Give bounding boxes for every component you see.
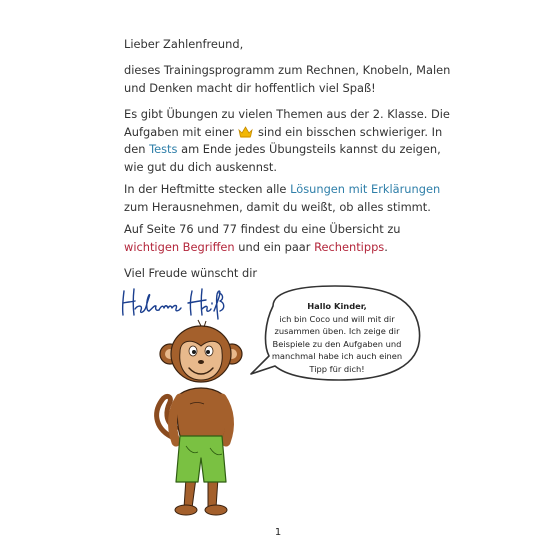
speech-bubble-text xyxy=(268,300,406,376)
closing: Viel Freude wünscht dir xyxy=(124,266,258,280)
p3-text-b: zum Herausnehmen, damit du weißt, ob alles stimmt. xyxy=(124,199,431,214)
page-number: 1 xyxy=(274,527,282,538)
greeting: Lieber Zahlenfreund, xyxy=(124,37,244,51)
speech-bubble-body: ich bin Coco und will mit dir zusammen üben. Ich zeige dir Beispiele zu den Aufgaben und manchmal habe ich auch einen Tipp für dich! xyxy=(271,313,403,374)
p2-text-a: Es gibt Übungen zu vielen Themen aus der 2. Klasse. Die Aufgaben mit einer xyxy=(124,107,450,139)
paragraph-intro: dieses Trainingsprogramm zum Rechnen, Knobeln, Malen und Denken macht dir hoffentlich viel Spaß! xyxy=(124,63,451,95)
p2-text-c: am Ende jedes Übungsteils kannst du zeigen, wie gut du dich auskennst. xyxy=(124,142,441,174)
paragraph-solutions xyxy=(124,181,454,216)
signature xyxy=(118,285,230,321)
p4-text-b: und ein paar xyxy=(238,239,311,254)
p2-text-b: sind ein bisschen schwieriger. In den xyxy=(124,124,443,156)
tests-highlight: Tests xyxy=(149,142,178,156)
speech-bubble-title: Hallo Kinder, xyxy=(307,301,367,311)
paragraph-exercises xyxy=(124,106,454,176)
terms-highlight: wichtigen Begriffen xyxy=(124,239,235,254)
paragraph-overview xyxy=(124,221,454,256)
p4-text-a: Auf Seite 76 und 77 findest du eine Übersicht zu xyxy=(124,222,401,236)
monkey-illustration xyxy=(146,318,256,518)
tips-highlight: Rechentipps xyxy=(314,239,385,254)
solutions-highlight: Lösungen mit Erklärungen xyxy=(290,182,441,196)
p4-text-c: . xyxy=(384,239,388,254)
crown-icon xyxy=(238,126,253,138)
p3-text-a: In der Heftmitte stecken alle xyxy=(124,182,287,196)
